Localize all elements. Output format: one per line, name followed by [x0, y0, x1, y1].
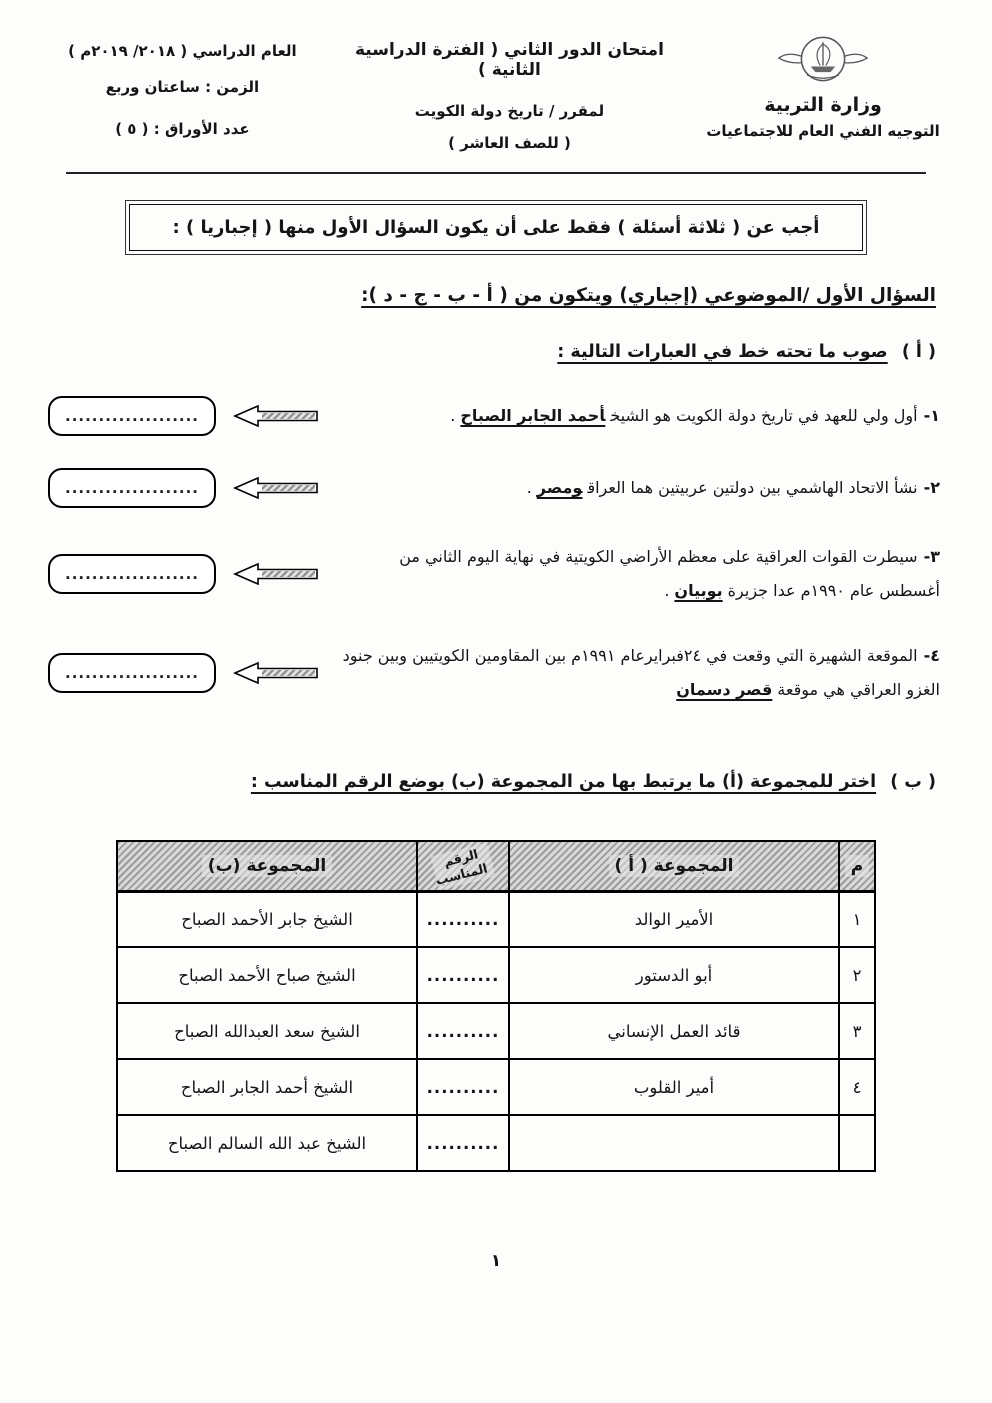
item-1-pre: أول ولي للعهد في تاريخ دولة الكويت هو الشيخ [610, 406, 918, 426]
item-1-text [336, 399, 944, 433]
header-group-b: المجموعة (ب) [117, 841, 417, 891]
question1-title: السؤال الأول /الموضوعي (إجباري) ويتكون من ( أ - ب - ج - د ): [361, 285, 936, 306]
row-3-group-a: قائد العمل الإنساني [509, 1003, 839, 1059]
table-row-1 [117, 891, 875, 947]
row-5-answer-cell[interactable]: .......... [417, 1115, 509, 1171]
correction-items [48, 396, 944, 706]
row-3-group-b: الشيخ سعد العبدالله الصباح [117, 1003, 417, 1059]
row-5-group-b: الشيخ عبد الله السالم الصباح [117, 1115, 417, 1171]
instruction-text: أجب عن ( ثلاثة أسئلة ) فقط على أن يكون السؤال الأول منها ( إجباريا ) : [172, 217, 820, 238]
row-2-group-b: الشيخ صباح الأحمد الصباح [117, 947, 417, 1003]
item-4-text [336, 639, 944, 706]
row-5-group-a [509, 1115, 839, 1171]
answer-box-4[interactable] [48, 653, 216, 693]
matching-table [116, 840, 876, 1172]
pages-count: عدد الأوراق : ( ٥ ) [115, 120, 250, 138]
row-3-num: ٣ [839, 1003, 875, 1059]
item-2-text [336, 471, 944, 505]
answer-box-1[interactable] [48, 396, 216, 436]
correction-item-2 [48, 468, 944, 508]
item-2-post: . [526, 478, 532, 498]
row-3-answer-cell[interactable]: .......... [417, 1003, 509, 1059]
row-4-group-a: أمير القلوب [509, 1059, 839, 1115]
part-a-title [48, 342, 936, 362]
row-1-num: ١ [839, 891, 875, 947]
row-2-group-a: أبو الدستور [509, 947, 839, 1003]
part-b-text: اختر للمجموعة (أ) ما يرتبط بها من المجموعة (ب) بوضع الرقم المناسب : [250, 772, 877, 793]
row-4-answer-cell[interactable]: .......... [417, 1059, 509, 1115]
arrow-left-icon [216, 660, 336, 686]
row-1-answer-cell[interactable]: .......... [417, 891, 509, 947]
answer-dots: .................... [65, 479, 199, 497]
answer-dots: .................... [65, 564, 199, 583]
academic-year: العام الدراسي ( ٢٠١٨/ ٢٠١٩م ) [68, 42, 297, 60]
row-5-num [839, 1115, 875, 1171]
item-4-underlined: قصر دسمان [676, 679, 773, 699]
row-1-group-b: الشيخ جابر الأحمد الصباح [117, 891, 417, 947]
exam-title: امتحان الدور الثاني ( الفترة الدراسية الثانية ) [355, 40, 664, 80]
directorate-name: التوجيه الفني العام للاجتماعيات [706, 122, 940, 140]
answer-box-3[interactable] [48, 554, 216, 594]
header-fit-number: الرقم المناسب [417, 841, 509, 891]
item-1-number: ١- [923, 406, 940, 426]
exam-duration: الزمن : ساعتان وربع [105, 78, 260, 96]
row-4-group-b: الشيخ أحمد الجابر الصباح [117, 1059, 417, 1115]
row-2-answer-cell[interactable]: .......... [417, 947, 509, 1003]
ministry-name: وزارة التربية [764, 94, 882, 116]
correction-item-1 [48, 396, 944, 436]
table-row-4 [117, 1059, 875, 1115]
correction-item-4 [48, 639, 944, 706]
row-2-num: ٢ [839, 947, 875, 1003]
row-4-num: ٤ [839, 1059, 875, 1115]
item-2-pre: نشأ الاتحاد الهاشمي بين دولتين عربيتين هما العراق [587, 478, 918, 498]
ministry-block [702, 26, 944, 140]
item-4-number: ٤- [923, 646, 940, 666]
answer-dots: .................... [65, 407, 199, 425]
table-row-2 [117, 947, 875, 1003]
arrow-left-icon [216, 475, 336, 501]
item-3-number: ٣- [923, 547, 940, 566]
kuwait-emblem-icon [702, 28, 944, 90]
part-a-label: ( أ ) [901, 342, 936, 362]
instruction-box [129, 204, 864, 251]
item-2-number: ٢- [923, 478, 940, 498]
item-3-post: . [664, 580, 670, 600]
page-number: ١ [490, 1251, 502, 1271]
item-3-underlined: بوبيان [674, 580, 723, 600]
table-row-3 [117, 1003, 875, 1059]
item-4-pre: الموقعة الشهيرة التي وقعت في ٢٤فبرايرعام ١٩٩١م بين المقاومين الكويتيين وبين جنود الغزو العراقي هي موقعة [342, 646, 940, 699]
header-num: م [839, 841, 875, 891]
arrow-left-icon [216, 403, 336, 429]
page-header [48, 26, 944, 152]
exam-course: لمقرر / تاريخ دولة الكويت [414, 102, 605, 120]
part-b-label: ( ب ) [890, 772, 936, 793]
arrow-left-icon [216, 561, 336, 587]
table-row-5 [117, 1115, 875, 1171]
item-1-underlined: أحمد الجابر الصباح [460, 406, 606, 426]
exam-grade: ( للصف العاشر ) [448, 134, 571, 152]
exam-title-block [339, 26, 679, 152]
item-2-underlined: ومصر [536, 478, 583, 498]
table-header-row [117, 841, 875, 891]
item-3-text [336, 540, 944, 607]
correction-item-3 [48, 540, 944, 607]
part-b-title [48, 772, 936, 792]
part-a-text: صوب ما تحته خط في العبارات التالية : [557, 342, 888, 362]
header-divider [66, 172, 926, 174]
exam-meta-block [48, 26, 317, 138]
header-group-a: المجموعة ( أ ) [509, 841, 839, 891]
item-3-pre: سيطرت القوات العراقية على معظم الأراضي الكويتية في نهاية اليوم الثاني من أغسطس عام ١٩٩٠م عدا جزيرة [399, 547, 940, 600]
answer-box-2[interactable] [48, 468, 216, 508]
answer-dots: .................... [65, 663, 199, 682]
row-1-group-a: الأمير الوالد [509, 891, 839, 947]
item-1-post: . [450, 406, 456, 426]
